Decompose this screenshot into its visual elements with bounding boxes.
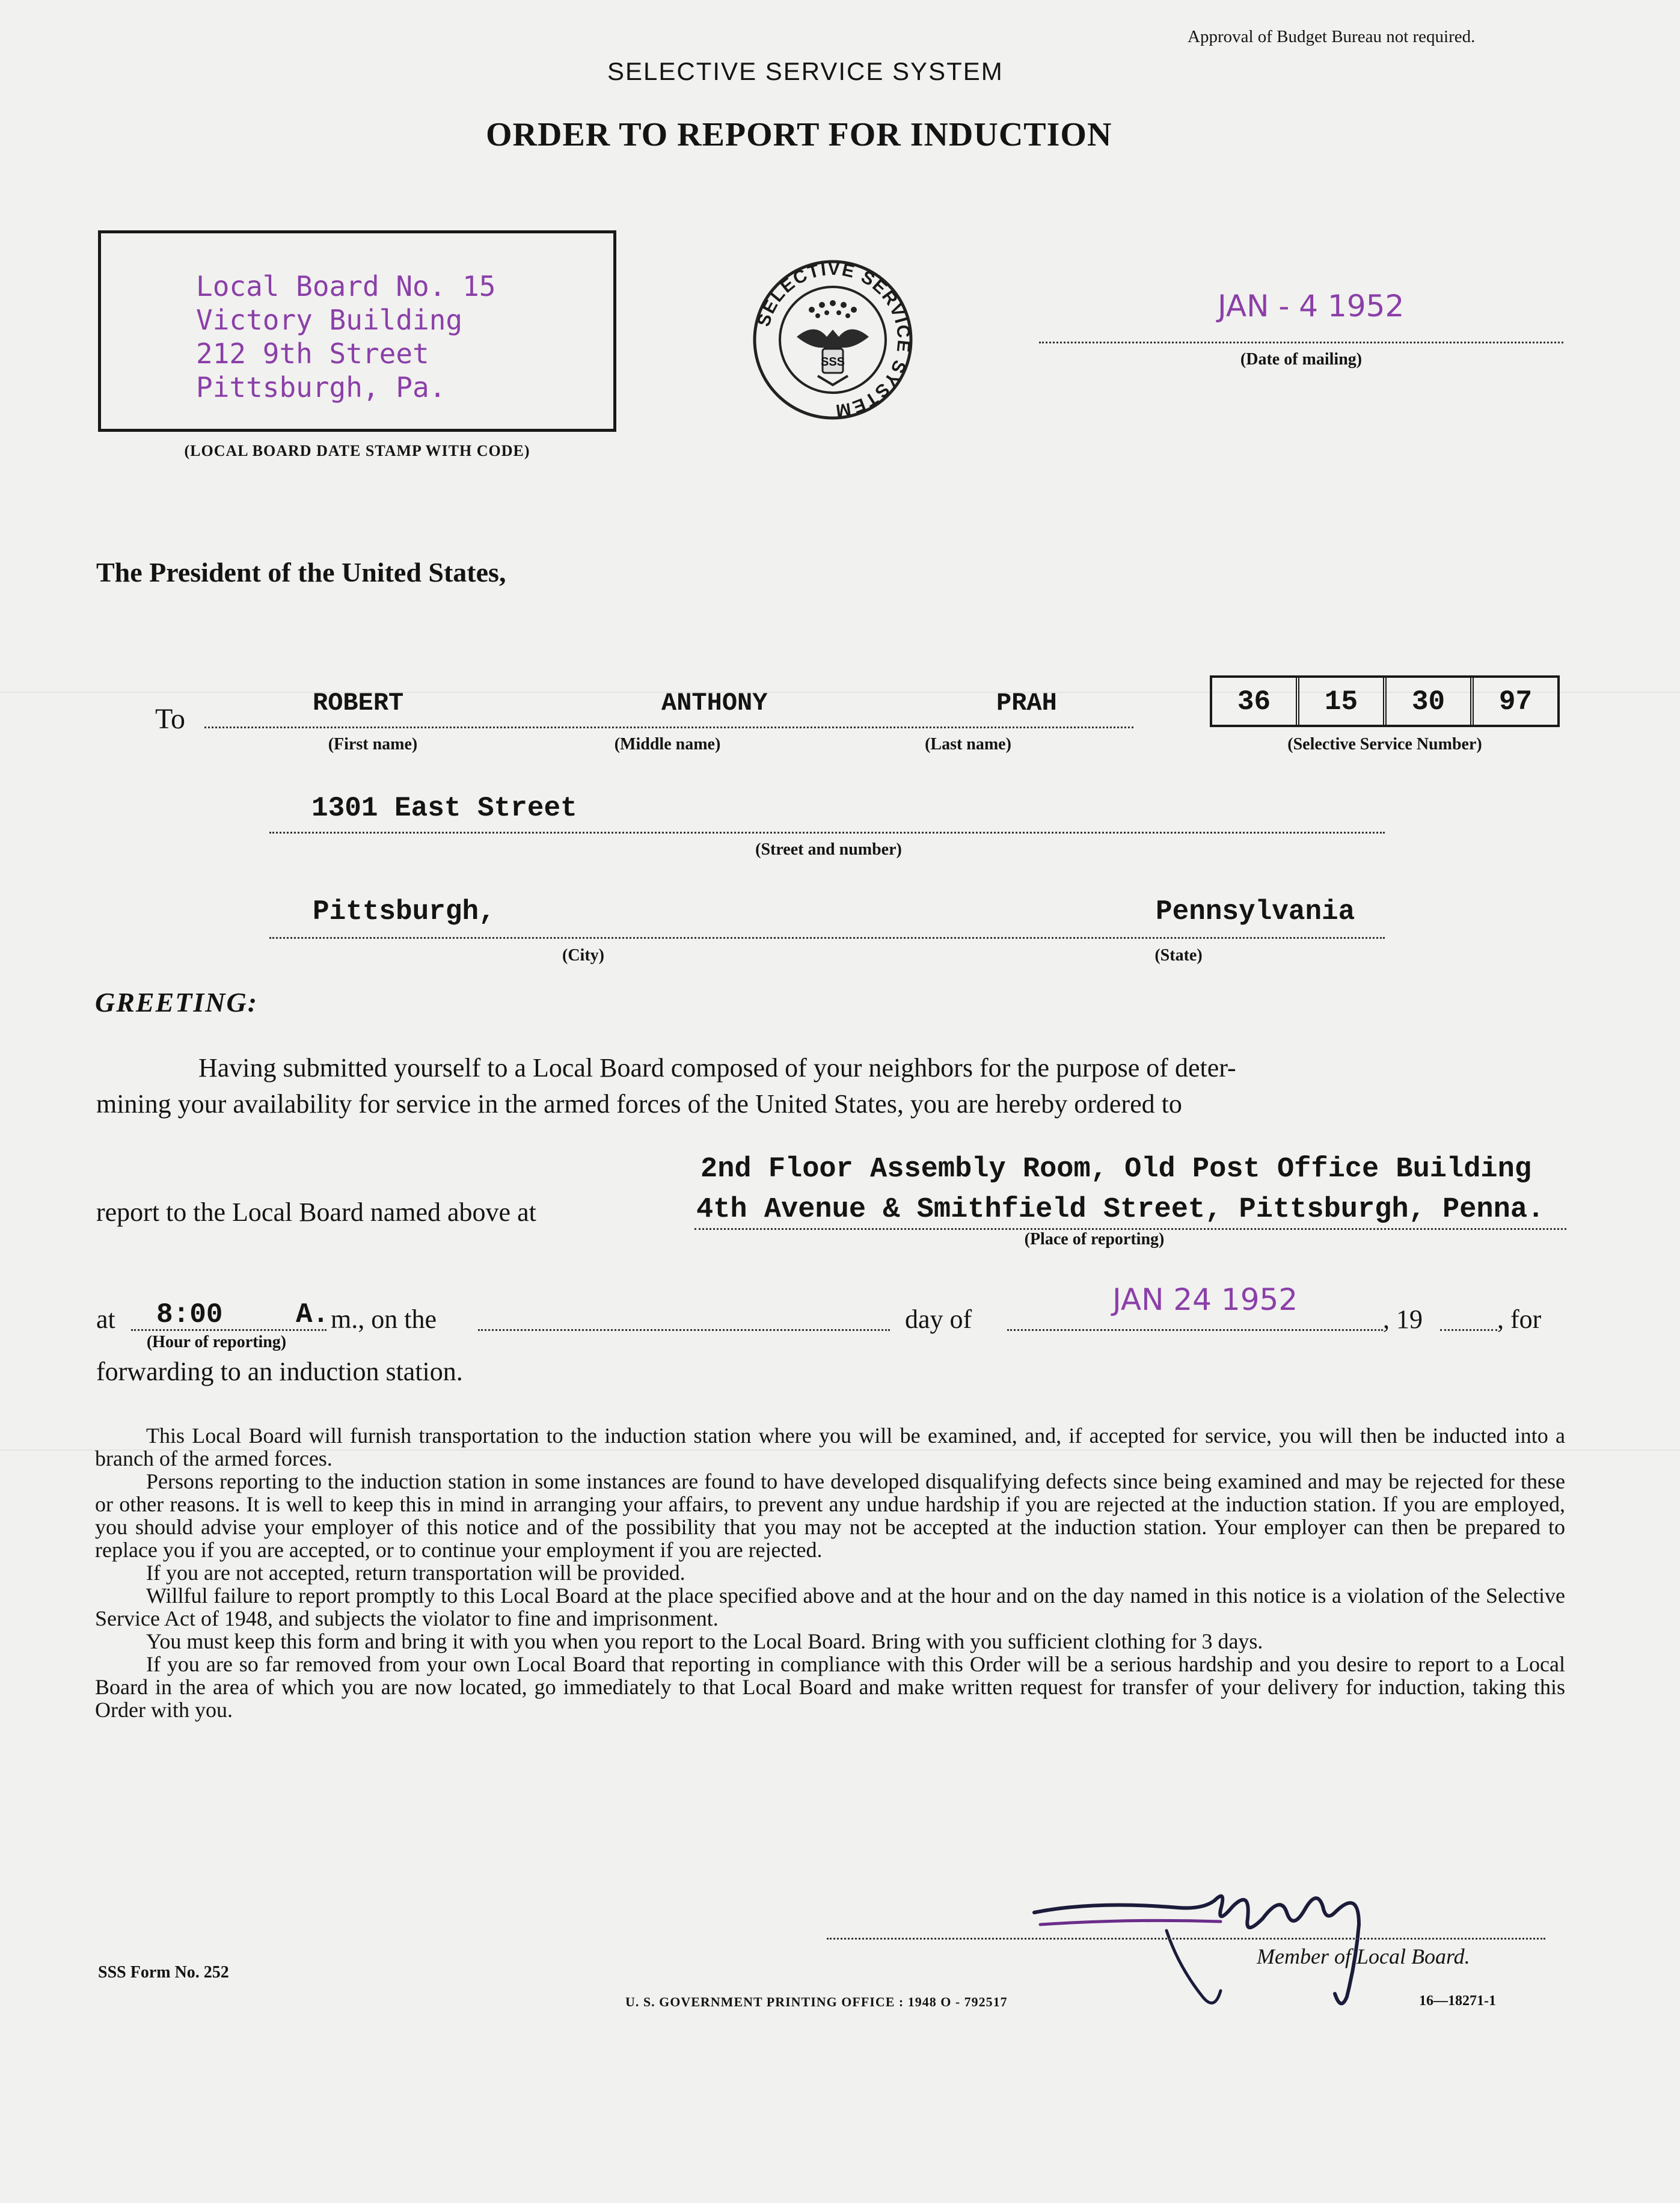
last-name-caption: (Last name) [925, 735, 1011, 754]
instruction-paragraph: You must keep this form and bring it with you when you report to the Local Board. Bring with you sufficient clothing for 3 days. [146, 1629, 1263, 1653]
ss-number-part: 36 [1212, 678, 1299, 725]
local-board-stamp-box [98, 230, 616, 432]
form-code: 16—18271-1 [1419, 1993, 1496, 2009]
ss-number-part: 30 [1387, 678, 1474, 725]
seal-center-text: SSS [820, 355, 845, 369]
ss-number-part: 15 [1299, 678, 1387, 725]
report-date-stamp: JAN 24 1952 [1112, 1282, 1298, 1317]
hour-value: 8:00 [156, 1299, 223, 1330]
stamp-box-caption: (LOCAL BOARD DATE STAMP WITH CODE) [184, 442, 530, 459]
first-name-value: ROBERT [313, 689, 404, 717]
stamp-line: Local Board No. 15 [196, 270, 496, 303]
mailing-date-caption: (Date of mailing) [1240, 350, 1363, 369]
document-title: ORDER TO REPORT FOR INDUCTION [486, 116, 1112, 153]
state-value: Pennsylvania [1156, 896, 1355, 927]
stamp-line: 212 9th Street [196, 337, 429, 370]
printer-imprint: U. S. GOVERNMENT PRINTING OFFICE : 1948 O - 792517 [625, 1994, 1008, 2009]
agency-name: SELECTIVE SERVICE SYSTEM [607, 57, 1004, 85]
salutation: The President of the United States, [96, 557, 506, 588]
instruction-paragraph: Willful failure to report promptly to this Local Board at the place specified above and at the hour and on the day named in this notice is a violation of the Selective Service Act of 1948, and subjects the violator to fine and imprisonment. [95, 1584, 1565, 1630]
instruction-paragraph: If you are not accepted, return transportation will be provided. [146, 1561, 685, 1585]
city-value: Pittsburgh, [313, 896, 495, 927]
instruction-paragraph: This Local Board will furnish transportation to the induction station where you will be examined, and, if accepted for service, you will then be inducted into a branch of the armed forces. [95, 1424, 1565, 1470]
instructions [95, 1424, 1565, 1721]
year-prefix-text: , 19 [1383, 1304, 1423, 1334]
place-caption: (Place of reporting) [1024, 1230, 1165, 1249]
place-of-reporting-line-1: 2nd Floor Assembly Room, Old Post Office Building [701, 1154, 1532, 1185]
forwarding-text: forwarding to an induction station. [96, 1357, 463, 1386]
day-of-text: day of [905, 1304, 972, 1334]
greeting-heading: GREETING: [95, 987, 259, 1018]
form-number: SSS Form No. 252 [98, 1963, 229, 1982]
street-line [269, 832, 1385, 834]
ss-number-caption: (Selective Service Number) [1287, 735, 1482, 754]
hour-line [131, 1329, 326, 1331]
middle-name-value: ANTHONY [661, 689, 768, 717]
stamp-line: Victory Building [196, 304, 463, 336]
ss-number-part: 97 [1498, 686, 1533, 717]
first-name-caption: (First name) [328, 735, 418, 754]
state-caption: (State) [1154, 946, 1203, 965]
street-value: 1301 East Street [311, 793, 577, 824]
signature-line [827, 1938, 1545, 1940]
name-line [204, 727, 1133, 728]
city-caption: (City) [562, 946, 604, 965]
hour-caption: (Hour of reporting) [146, 1333, 287, 1351]
signature-caption: Member of Local Board. [1257, 1944, 1470, 1968]
street-caption: (Street and number) [755, 840, 902, 859]
selective-service-number-box [1210, 675, 1560, 727]
report-prefix-text: report to the Local Board named above at [96, 1197, 536, 1227]
month-line [1007, 1329, 1383, 1331]
order-text-line: mining your availability for service in the armed forces of the United States, you are hereby ordered to [96, 1089, 1182, 1119]
year-line [1440, 1329, 1497, 1331]
mailing-date: JAN - 4 1952 [1218, 289, 1405, 324]
local-board-stamp [196, 269, 496, 404]
stamp-line: Pittsburgh, Pa. [196, 371, 446, 404]
instruction-paragraph: Persons reporting to the induction station in some instances are found to have developed disqualifying defects since being examined and may be rejected for these or other reasons. It is well to keep this in mind in arranging your affairs, to prevent any undue hardship if you are rejected at the induction station. If you are employed, you should advise your employer of this notice and of the possibility that you may not be accepted at the induction station. Your employer can then be prepared to replace you if you are accepted, or to continue your employment if you are rejected. [95, 1469, 1565, 1562]
selective-service-seal-icon [752, 259, 914, 421]
for-text: , for [1497, 1304, 1542, 1334]
last-name-value: PRAH [996, 689, 1057, 717]
instruction-paragraph: If you are so far removed from your own Local Board that reporting in compliance with this Order will be a serious hardship and you desire to report to a Local Board in the area of which you are now located, go immediately to that Local Board and make written request for transfer of your delivery for induction, taking this Order with you. [95, 1652, 1565, 1722]
place-of-reporting-line-2: 4th Avenue & Smithfield Street, Pittsburgh, Penna. [696, 1194, 1545, 1226]
order-text-line: Having submitted yourself to a Local Board composed of your neighbors for the purpose of deter- [198, 1053, 1236, 1083]
to-label: To [155, 703, 185, 735]
svg-text:SELECTIVE SERVICE SYSTEM: SELECTIVE SERVICE SYSTEM [753, 259, 914, 421]
am-filled-value: A. [296, 1299, 330, 1330]
budget-note: Approval of Budget Bureau not required. [1188, 27, 1476, 46]
at-text: at [96, 1304, 115, 1334]
mailing-date-line [1039, 342, 1563, 343]
day-line [478, 1329, 890, 1331]
city-state-line [269, 937, 1385, 939]
middle-name-caption: (Middle name) [614, 735, 721, 754]
m-suffix-text: m., on the [331, 1304, 437, 1334]
